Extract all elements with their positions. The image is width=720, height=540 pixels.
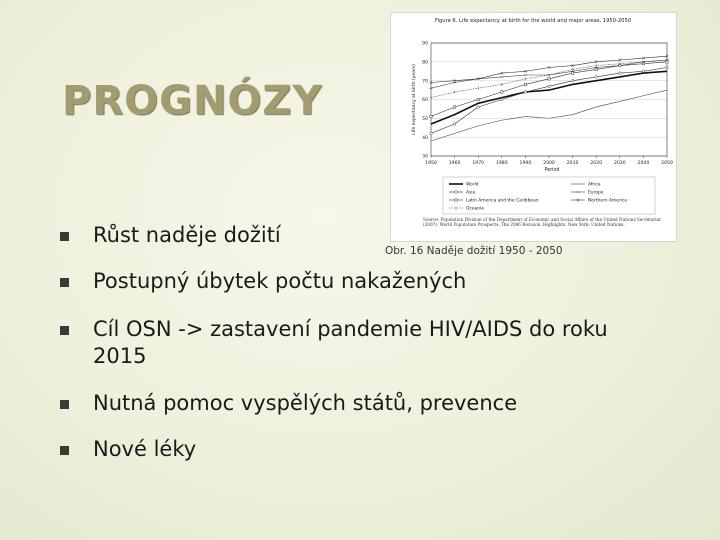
chart-data-point bbox=[666, 66, 669, 69]
bullet-item bbox=[60, 222, 653, 249]
bullet-item bbox=[60, 316, 653, 370]
chart-legend-label: World bbox=[466, 182, 479, 188]
chart-title: Figure 6. Life expectancy at birth for the world and major areas, 1950-2050 bbox=[434, 18, 632, 24]
chart-y-tick-label: 80 bbox=[422, 60, 428, 66]
chart-x-tick-label: 2050 bbox=[661, 161, 673, 166]
bullet-item bbox=[60, 390, 653, 417]
chart-data-point bbox=[453, 123, 456, 126]
chart-data-point bbox=[477, 106, 480, 109]
chart-y-tick-label: 30 bbox=[422, 154, 428, 160]
chart-data-point bbox=[453, 106, 455, 108]
chart-y-tick-label: 40 bbox=[422, 135, 428, 141]
chart-data-point bbox=[571, 79, 574, 82]
bullet-text: Cíl OSN -> zastavení pandemie HIV/AIDS do roku 2015 bbox=[93, 317, 608, 368]
chart-x-tick-label: 1960 bbox=[448, 161, 461, 166]
bullet-square-icon bbox=[60, 232, 69, 241]
bullet-text: Růst naděje dožití bbox=[93, 223, 281, 247]
slide-title: PROGNÓZY bbox=[62, 78, 323, 124]
chart-legend-label: Latin America and the Caribbean bbox=[466, 198, 539, 204]
chart-legend-label: Europe bbox=[588, 190, 604, 196]
bullet-item bbox=[60, 268, 653, 295]
chart-data-point bbox=[595, 68, 597, 70]
chart-data-point bbox=[477, 98, 479, 100]
bullet-text: Nutná pomoc vyspělých států, prevence bbox=[93, 391, 518, 415]
chart-data-point bbox=[619, 72, 622, 75]
chart-x-tick-label: 2020 bbox=[590, 161, 603, 166]
chart-data-point bbox=[430, 115, 432, 117]
chart-x-tick-label: 1950 bbox=[425, 161, 437, 166]
chart-data-point bbox=[455, 191, 458, 194]
chart-x-tick-label: 2030 bbox=[613, 161, 626, 166]
chart-data-point bbox=[455, 199, 457, 201]
chart-data-point bbox=[430, 132, 433, 135]
chart-y-tick-label: 50 bbox=[422, 116, 428, 122]
bullet-square-icon bbox=[60, 400, 69, 409]
chart-data-point bbox=[501, 91, 503, 93]
chart-x-axis-label: Period bbox=[544, 168, 560, 173]
chart-legend-label: Africa bbox=[588, 182, 601, 188]
chart-data-point bbox=[548, 85, 551, 88]
chart-data-point bbox=[548, 78, 550, 80]
chart-legend-label: Oceania bbox=[466, 206, 484, 212]
chart-y-axis-label: Life expectancy at birth (years) bbox=[412, 64, 417, 135]
chart-data-point bbox=[524, 83, 526, 85]
chart-source-note: Source: Population Division of the Department of Economic and Social Affairs of the United Nations Secretariat (2007). World Population Prospects: The 2006 Revision. Highlights. New York: United Nations. bbox=[423, 217, 661, 227]
chart-y-tick-label: 60 bbox=[422, 98, 428, 104]
life-expectancy-figure bbox=[390, 12, 677, 242]
chart-legend-label: Northern America bbox=[588, 198, 627, 204]
chart-data-point bbox=[501, 98, 504, 101]
chart-x-tick-label: 1970 bbox=[472, 161, 485, 166]
bullet-square-icon bbox=[60, 278, 69, 287]
bullet-square-icon bbox=[60, 326, 69, 335]
chart-x-tick-label: 2000 bbox=[543, 161, 555, 166]
chart-x-tick-label: 1980 bbox=[495, 161, 508, 166]
figure-caption: Obr. 16 Naděje dožití 1950 - 2050 bbox=[385, 245, 563, 257]
chart-data-point bbox=[571, 72, 573, 74]
chart-y-tick-label: 90 bbox=[422, 41, 428, 47]
bullet-square-icon bbox=[60, 446, 69, 455]
chart-legend-label: Asia bbox=[466, 190, 476, 196]
chart-data-point bbox=[524, 91, 527, 94]
bullet-item bbox=[60, 436, 653, 463]
chart-x-tick-label: 2010 bbox=[566, 161, 579, 166]
life-expectancy-chart bbox=[391, 13, 676, 241]
chart-data-point bbox=[642, 70, 645, 73]
chart-x-tick-label: 2040 bbox=[637, 161, 650, 166]
chart-y-tick-label: 70 bbox=[422, 79, 428, 85]
bullet-text: Nové léky bbox=[93, 437, 197, 461]
chart-x-tick-label: 1990 bbox=[519, 161, 532, 166]
bullet-text: Postupný úbytek počtu nakažených bbox=[93, 269, 467, 293]
chart-data-point bbox=[595, 76, 598, 79]
